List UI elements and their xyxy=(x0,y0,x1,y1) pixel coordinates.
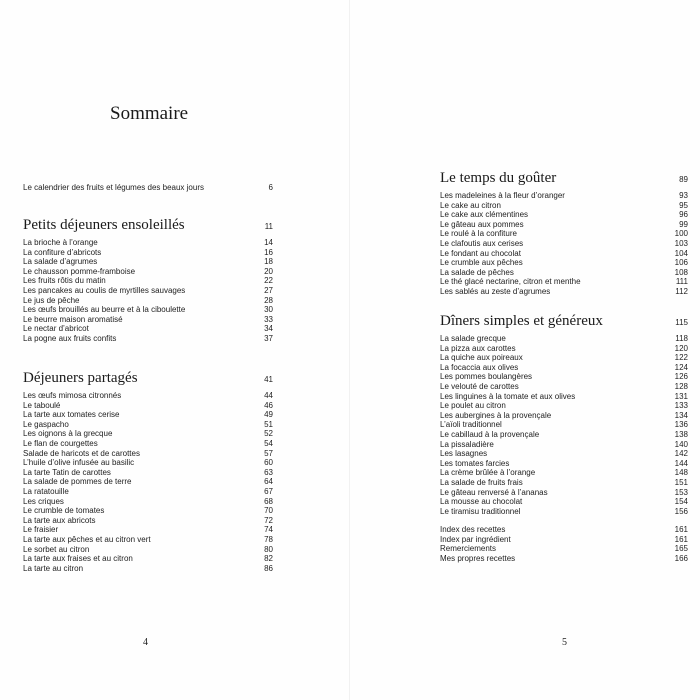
section-title: Dîners simples et généreux xyxy=(440,313,603,329)
toc-entry[interactable] xyxy=(23,334,273,344)
toc-entry-page: 161 xyxy=(674,525,688,534)
toc-entry-label: L’aïoli traditionnel xyxy=(440,420,502,430)
toc-entry[interactable] xyxy=(440,411,688,421)
toc-entry-label: Le velouté de carottes xyxy=(440,381,519,391)
toc-entry[interactable] xyxy=(440,287,688,297)
toc-entry[interactable] xyxy=(440,353,688,363)
toc-entry-page: 27 xyxy=(264,285,273,295)
toc-entry-page: 165 xyxy=(674,544,688,554)
toc-entry-page: 51 xyxy=(264,419,273,429)
toc-entry-page: 161 xyxy=(674,534,688,544)
toc-entry-page: 118 xyxy=(675,334,688,343)
toc-entry-page: 20 xyxy=(264,266,273,276)
toc-entry-page: 112 xyxy=(675,286,688,296)
toc-entry-page: 80 xyxy=(264,544,273,554)
toc-entry[interactable] xyxy=(23,305,273,315)
toc-entry-page: 134 xyxy=(674,410,688,420)
toc-entry[interactable] xyxy=(440,334,688,344)
toc-entry-page: 78 xyxy=(264,534,273,544)
toc-entry-label: La tarte aux abricots xyxy=(23,515,96,525)
toc-entry[interactable] xyxy=(440,459,688,469)
toc-entry-label: La salade de pêches xyxy=(440,267,514,277)
toc-entry-label: Le nectar d’abricot xyxy=(23,324,89,334)
toc-entry[interactable] xyxy=(23,439,273,449)
toc-entry-page: 122 xyxy=(674,353,688,363)
toc-entry-label: Les œufs brouillés au beurre et à la ciboulette xyxy=(23,305,186,315)
toc-entry[interactable] xyxy=(23,535,273,545)
toc-entry[interactable] xyxy=(440,372,688,382)
toc-entry-label: La pissaladière xyxy=(440,439,494,449)
toc-entry-page: 60 xyxy=(264,458,273,468)
toc-entry-label: Le thé glacé nectarine, citron et menthe xyxy=(440,277,581,287)
toc-entry-page: 52 xyxy=(264,429,273,439)
toc-entry[interactable] xyxy=(440,420,688,430)
toc-entry-label: La tarte au citron xyxy=(23,563,84,573)
toc-entry[interactable] xyxy=(23,506,273,516)
entry-list xyxy=(440,334,688,516)
toc-entry-page: 131 xyxy=(674,391,688,401)
toc-entry-label: La pogne aux fruits confits xyxy=(23,333,117,343)
toc-entry-label: La tarte aux tomates cerise xyxy=(23,410,120,420)
toc-entry[interactable] xyxy=(23,468,273,478)
toc-entry-page: 95 xyxy=(679,200,688,210)
toc-entry-label: La ratatouille xyxy=(23,486,69,496)
toc-entry[interactable] xyxy=(23,525,273,535)
toc-entry-label: Le roulé à la confiture xyxy=(440,229,517,239)
toc-entry-label: Le cake au citron xyxy=(440,200,501,210)
toc-entry[interactable] xyxy=(23,477,273,487)
section-title: Le temps du goûter xyxy=(440,170,557,186)
toc-entry[interactable] xyxy=(440,344,688,354)
toc-entry-label: Le flan de courgettes xyxy=(23,438,98,448)
section-page: 115 xyxy=(675,318,688,327)
toc-entry-label: Les lasagnes xyxy=(440,449,488,459)
toc-entry-page: 18 xyxy=(264,257,273,267)
toc-entry-page: 72 xyxy=(264,515,273,525)
toc-entry[interactable] xyxy=(23,449,273,459)
toc-entry[interactable] xyxy=(23,238,273,248)
toc-entry-label: Les oignons à la grecque xyxy=(23,429,113,439)
toc-entry-label: La salade de fruits frais xyxy=(440,477,523,487)
toc-entry-label: Le clafoutis aux cerises xyxy=(440,238,524,248)
toc-entry[interactable] xyxy=(23,545,273,555)
toc-entry-page: 133 xyxy=(674,401,688,411)
toc-entry-label: Le gâteau renversé à l’ananas xyxy=(440,487,548,497)
toc-entry[interactable] xyxy=(23,487,273,497)
toc-entry-page: 14 xyxy=(264,238,273,247)
toc-entry-label: Index des recettes xyxy=(440,525,506,534)
toc-entry-label: Le tiramisu traditionnel xyxy=(440,506,521,516)
toc-entry-label: Les œufs mimosa citronnés xyxy=(23,391,122,400)
toc-entry-label: La mousse au chocolat xyxy=(440,497,523,507)
toc-entry-page: 154 xyxy=(674,497,688,507)
toc-entry-page: 86 xyxy=(264,563,273,573)
page-title: Sommaire xyxy=(110,103,189,124)
entry-list xyxy=(440,525,688,563)
page-number: 5 xyxy=(562,637,567,648)
toc-entry-page: 16 xyxy=(264,247,273,257)
toc-entry[interactable] xyxy=(440,363,688,373)
toc-entry-calendar[interactable] xyxy=(23,183,273,192)
entry-list xyxy=(23,238,273,344)
toc-entry-label: Remerciements xyxy=(440,544,497,554)
toc-section-indexes xyxy=(440,525,688,563)
toc-entry[interactable] xyxy=(440,488,688,498)
toc-entry-page: 140 xyxy=(674,439,688,449)
toc-entry[interactable] xyxy=(23,516,273,526)
toc-entry[interactable] xyxy=(23,554,273,564)
section-page: 11 xyxy=(264,222,273,231)
toc-entry-label: Les aubergines à la provençale xyxy=(440,410,552,420)
toc-entry[interactable] xyxy=(440,401,688,411)
toc-entry[interactable] xyxy=(440,268,688,278)
toc-entry-page: 54 xyxy=(264,438,273,448)
toc-entry[interactable] xyxy=(440,210,688,220)
toc-entry-label: Le fondant au chocolat xyxy=(440,248,521,258)
toc-entry-page: 108 xyxy=(674,267,688,277)
toc-entry-page: 156 xyxy=(674,506,688,516)
toc-entry-label: Les pancakes au coulis de myrtilles sauvages xyxy=(23,285,186,295)
toc-entry-label: Le crumble aux pêches xyxy=(440,258,523,268)
toc-entry[interactable] xyxy=(23,286,273,296)
toc-entry-label: Le crumble de tomates xyxy=(23,506,105,516)
toc-entry-page: 153 xyxy=(674,487,688,497)
toc-entry-label: La pizza aux carottes xyxy=(440,343,516,353)
toc-entry-label: Les sablés au zeste d’agrumes xyxy=(440,286,551,296)
toc-entry-label: La confiture d’abricots xyxy=(23,247,102,257)
toc-entry[interactable] xyxy=(440,382,688,392)
toc-entry-page: 120 xyxy=(674,343,688,353)
toc-entry-page: 82 xyxy=(264,554,273,564)
section-page: 89 xyxy=(679,175,688,184)
toc-entry[interactable] xyxy=(440,191,688,201)
toc-entry-page: 30 xyxy=(264,305,273,315)
toc-entry[interactable] xyxy=(23,296,273,306)
toc-section-breakfast xyxy=(23,217,273,344)
toc-entry-label: Les tomates farcies xyxy=(440,458,510,468)
toc-entry-label: Le chausson pomme-framboise xyxy=(23,266,136,276)
toc-entry-page: 93 xyxy=(679,191,688,200)
toc-entry-page: 46 xyxy=(264,400,273,410)
toc-entry-label: La tarte aux pêches et au citron vert xyxy=(23,534,151,544)
toc-entry-label: Salade de haricots et de carottes xyxy=(23,448,140,458)
toc-entry[interactable] xyxy=(440,468,688,478)
toc-entry-page: 96 xyxy=(679,210,688,220)
toc-entry-page: 124 xyxy=(674,362,688,372)
toc-entry[interactable] xyxy=(23,497,273,507)
toc-entry-page: 144 xyxy=(674,458,688,468)
toc-entry-label: La tarte aux fraises et au citron xyxy=(23,554,133,564)
toc-entry[interactable] xyxy=(440,229,688,239)
toc-entry[interactable] xyxy=(23,429,273,439)
toc-entry-label: La brioche à l’orange xyxy=(23,238,98,247)
toc-entry-page: 126 xyxy=(674,372,688,382)
toc-entry-page: 128 xyxy=(674,381,688,391)
toc-entry-page: 142 xyxy=(674,449,688,459)
toc-entry[interactable] xyxy=(23,324,273,334)
toc-entry-page: 68 xyxy=(264,496,273,506)
toc-entry[interactable] xyxy=(23,257,273,267)
toc-entry[interactable] xyxy=(440,249,688,259)
toc-entry-label: Les pommes boulangères xyxy=(440,372,533,382)
entry-list xyxy=(440,191,688,297)
toc-entry[interactable] xyxy=(440,430,688,440)
toc-entry-page: 106 xyxy=(674,258,688,268)
toc-entry-label: Le calendrier des fruits et légumes des beaux jours xyxy=(23,183,204,192)
toc-entry[interactable] xyxy=(440,544,688,554)
toc-entry[interactable] xyxy=(440,258,688,268)
toc-entry[interactable] xyxy=(23,420,273,430)
toc-section-lunch xyxy=(23,370,273,573)
entry-list xyxy=(23,391,273,573)
toc-entry-page: 33 xyxy=(264,314,273,324)
toc-entry[interactable] xyxy=(23,315,273,325)
toc-entry-page: 63 xyxy=(264,467,273,477)
toc-entry-page: 67 xyxy=(264,486,273,496)
toc-entry-label: Le poulet au citron xyxy=(440,401,506,411)
toc-entry-page: 64 xyxy=(264,477,273,487)
toc-entry[interactable] xyxy=(440,497,688,507)
toc-entry-page: 49 xyxy=(264,410,273,420)
toc-entry-page: 166 xyxy=(674,553,688,563)
toc-entry[interactable] xyxy=(440,220,688,230)
toc-entry-page: 136 xyxy=(674,420,688,430)
toc-entry-label: Les fruits rôtis du matin xyxy=(23,276,106,286)
toc-entry-page: 151 xyxy=(674,477,688,487)
toc-entry[interactable] xyxy=(440,440,688,450)
toc-entry-page: 70 xyxy=(264,506,273,516)
toc-entry[interactable] xyxy=(440,535,688,545)
toc-entry-page: 22 xyxy=(264,276,273,286)
toc-entry-label: Les linguines à la tomate et aux olives xyxy=(440,391,576,401)
toc-entry-label: Le sorbet au citron xyxy=(23,544,90,554)
toc-entry[interactable] xyxy=(440,449,688,459)
section-page: 41 xyxy=(264,375,273,384)
toc-entry-page: 103 xyxy=(674,238,688,248)
toc-entry-label: La salade de pommes de terre xyxy=(23,477,132,487)
toc-entry-label: Le cake aux clémentines xyxy=(440,210,529,220)
toc-entry-page: 44 xyxy=(264,391,273,400)
toc-entry-label: L’huile d’olive infusée au basilic xyxy=(23,458,135,468)
toc-entry-label: La salade grecque xyxy=(440,334,506,343)
section-title: Petits déjeuners ensoleillés xyxy=(23,217,185,233)
toc-entry[interactable] xyxy=(440,554,688,564)
toc-entry-label: Le gâteau aux pommes xyxy=(440,219,524,229)
toc-entry-label: La quiche aux poireaux xyxy=(440,353,523,363)
toc-entry-label: Le taboulé xyxy=(23,400,61,410)
toc-entry-label: Index par ingrédient xyxy=(440,534,511,544)
toc-entry-page: 148 xyxy=(674,468,688,478)
toc-entry[interactable] xyxy=(440,478,688,488)
toc-entry-page: 57 xyxy=(264,448,273,458)
toc-entry[interactable] xyxy=(23,267,273,277)
toc-entry[interactable] xyxy=(440,507,688,517)
toc-entry-label: Mes propres recettes xyxy=(440,553,516,563)
toc-entry[interactable] xyxy=(440,201,688,211)
toc-entry-label: La salade d’agrumes xyxy=(23,257,98,267)
toc-entry[interactable] xyxy=(23,276,273,286)
toc-entry[interactable] xyxy=(23,458,273,468)
toc-entry[interactable] xyxy=(440,525,688,535)
toc-entry-label: Les criques xyxy=(23,496,64,506)
toc-entry-label: La crème brûlée à l’orange xyxy=(440,468,536,478)
toc-entry-label: Le cabillaud à la provençale xyxy=(440,429,540,439)
toc-entry[interactable] xyxy=(440,277,688,287)
toc-entry-label: La tarte Tatin de carottes xyxy=(23,467,111,477)
toc-section-dinner xyxy=(440,313,688,516)
toc-entry[interactable] xyxy=(23,391,273,401)
page-number: 4 xyxy=(143,637,148,648)
toc-entry-label: La focaccia aux olives xyxy=(440,362,519,372)
toc-entry-page: 28 xyxy=(264,295,273,305)
toc-entry-label: Le gaspacho xyxy=(23,419,69,429)
toc-entry-page: 99 xyxy=(679,219,688,229)
toc-entry-page: 111 xyxy=(675,277,688,287)
toc-entry[interactable] xyxy=(440,392,688,402)
toc-entry-page: 100 xyxy=(674,229,688,239)
toc-entry-page: 34 xyxy=(264,324,273,334)
section-title: Déjeuners partagés xyxy=(23,370,138,386)
toc-entry[interactable] xyxy=(23,401,273,411)
toc-entry[interactable] xyxy=(440,239,688,249)
toc-section-snack xyxy=(440,170,688,297)
toc-entry-page: 74 xyxy=(264,525,273,535)
toc-entry-page: 104 xyxy=(674,248,688,258)
toc-entry-page: 6 xyxy=(268,183,273,192)
toc-entry-label: Le fraisier xyxy=(23,525,59,535)
toc-entry[interactable] xyxy=(23,564,273,574)
toc-entry-page: 37 xyxy=(264,333,273,343)
toc-entry-page: 138 xyxy=(674,429,688,439)
toc-entry-label: Le beurre maison aromatisé xyxy=(23,314,123,324)
toc-entry[interactable] xyxy=(23,248,273,258)
toc-entry-label: Les madeleines à la fleur d’oranger xyxy=(440,191,565,200)
toc-entry-label: Le jus de pêche xyxy=(23,295,80,305)
toc-entry[interactable] xyxy=(23,410,273,420)
